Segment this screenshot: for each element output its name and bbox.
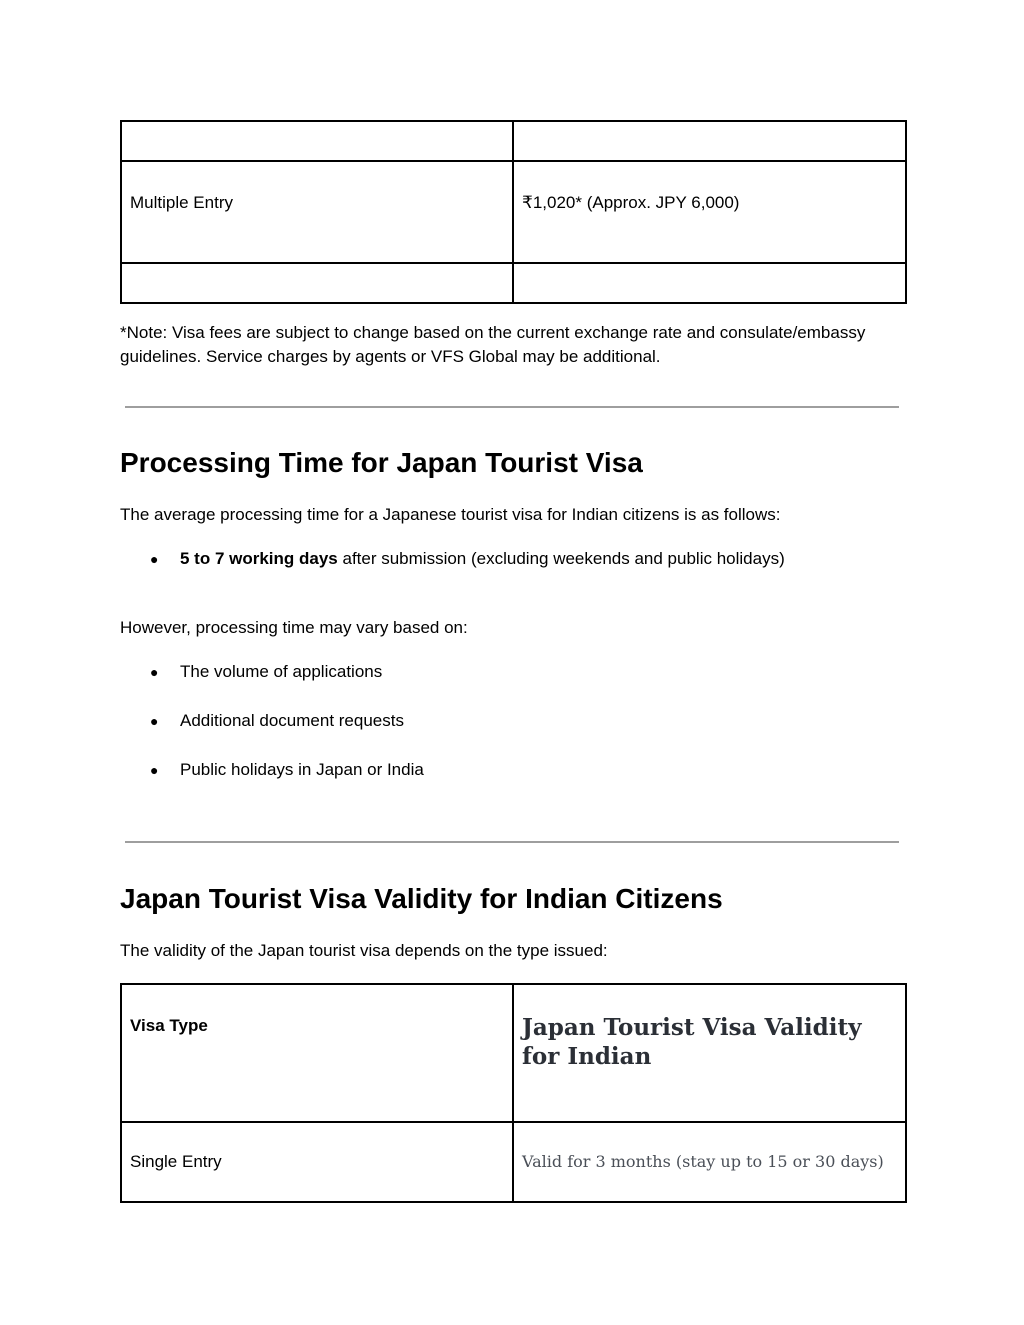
visa-fee-table (120, 120, 907, 304)
factor-text: Additional document requests (180, 711, 404, 730)
table-header-row (121, 984, 906, 1122)
bullet-icon: ● (150, 664, 159, 680)
processing-time-rest: after submission (excluding weekends and public holidays) (337, 549, 785, 568)
fee-amount-cell (513, 161, 906, 263)
visa-type-cell (121, 1122, 513, 1202)
visa-type-header-cell (121, 984, 513, 1122)
validity-heading: Japan Tourist Visa Validity for Indian Citizens (120, 883, 723, 914)
validity-intro: The validity of the Japan tourist visa depends on the type issued: (120, 941, 608, 960)
bullet-icon: ● (150, 551, 159, 567)
validity-header: Japan Tourist Visa Validity for Indian (522, 1014, 862, 1070)
visa-type-text: Single Entry (130, 1152, 222, 1171)
list-item (150, 548, 785, 570)
table-row (121, 161, 906, 263)
processing-heading: Processing Time for Japan Tourist Visa (120, 447, 643, 478)
fee-type-cell (121, 263, 513, 303)
fee-amount-cell (513, 121, 906, 161)
validity-text: Valid for 3 months (stay up to 15 or 30 days) (522, 1152, 884, 1171)
factor-text: The volume of applications (180, 662, 383, 681)
section-divider (125, 406, 899, 408)
validity-cell (513, 1122, 906, 1202)
factor-text: Public holidays in Japan or India (180, 760, 424, 779)
processing-intro: The average processing time for a Japanese tourist visa for Indian citizens is as follows: (120, 505, 781, 524)
fee-type-cell (121, 161, 513, 263)
fee-type-cell (121, 121, 513, 161)
table-row (121, 263, 906, 303)
fee-amount-text: ₹1,020* (Approx. JPY 6,000) (522, 193, 740, 212)
validity-header-cell (513, 984, 906, 1122)
section-divider (125, 841, 899, 843)
processing-time-bold: 5 to 7 working days (180, 549, 338, 568)
processing-vary-intro: However, processing time may vary based on: (120, 618, 468, 637)
fee-type-text: Multiple Entry (130, 193, 233, 212)
fee-note: *Note: Visa fees are subject to change based on the current exchange rate and consulate/embassy guidelines. Service charges by agents or VFS Global may be additional. (120, 323, 866, 366)
list-item (150, 710, 404, 732)
validity-table (120, 983, 907, 1203)
list-item (150, 759, 424, 781)
list-item (150, 661, 382, 683)
bullet-icon: ● (150, 762, 159, 778)
fee-amount-cell (513, 263, 906, 303)
bullet-icon: ● (150, 713, 159, 729)
table-row (121, 121, 906, 161)
visa-type-header: Visa Type (130, 1016, 208, 1035)
table-row (121, 1122, 906, 1202)
